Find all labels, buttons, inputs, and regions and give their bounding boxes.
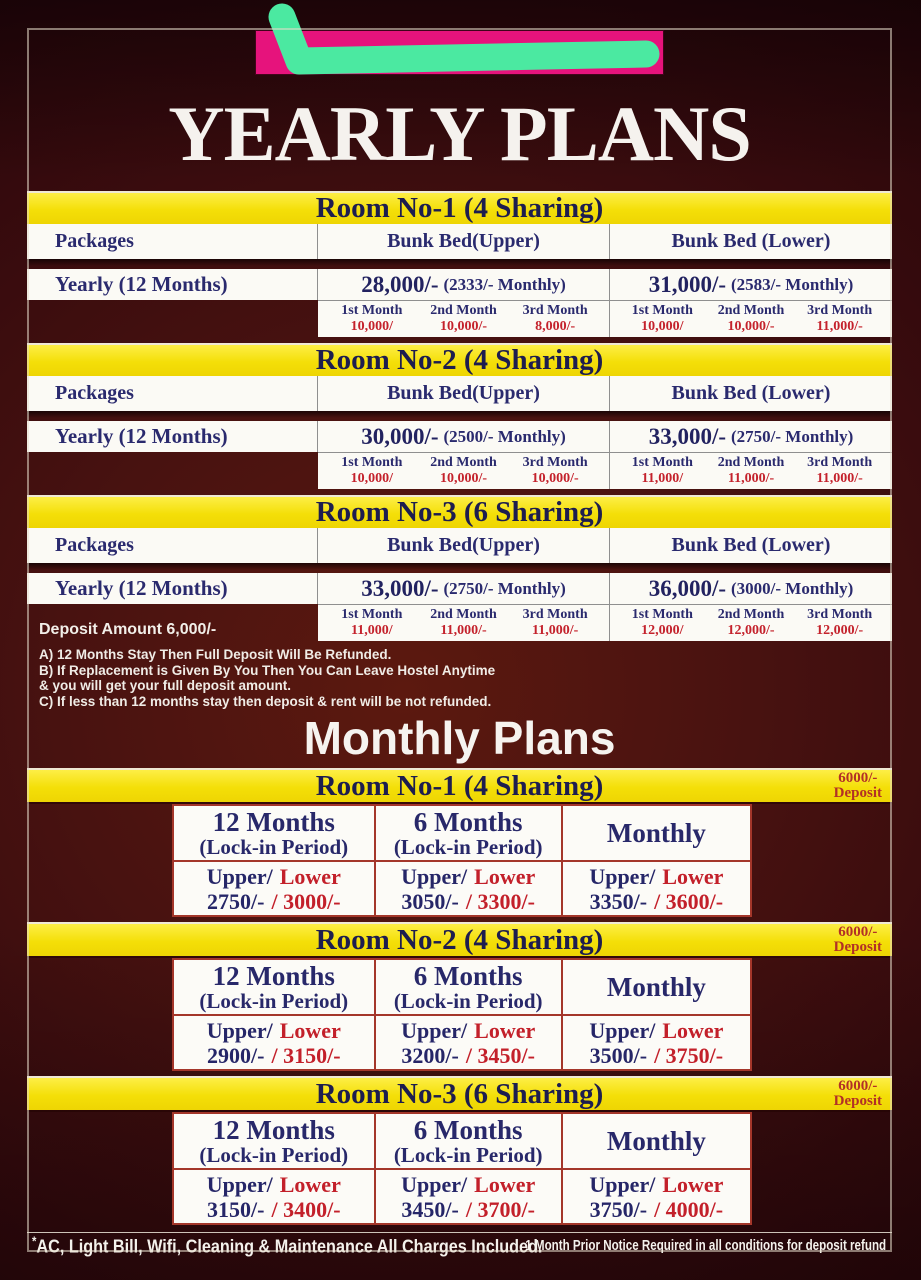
yearly-room-1-lower-price: [610, 269, 892, 300]
lower-price-amount: 36,000/-: [648, 575, 726, 601]
deposit-badge: 6000/- Deposit: [833, 1078, 882, 1109]
bunk-upper-column-header: Bunk Bed(Upper): [318, 376, 610, 411]
lockin-12-header: 12 Months (Lock-in Period): [174, 960, 376, 1014]
monthly-table-price-row: [174, 1014, 750, 1069]
installment-item: 1st Month 11,000/: [631, 455, 693, 486]
row-gap: [27, 563, 892, 573]
monthly-header: Monthly: [606, 972, 706, 1002]
yearly-room-2-column-headers: [27, 376, 892, 411]
installment-item: 1st Month 10,000/: [341, 303, 403, 334]
yearly-room-1-title: Room No-1 (4 Sharing): [315, 192, 604, 224]
row-gap: [27, 411, 892, 421]
monthly-header: Monthly: [606, 818, 706, 848]
price-cell: Upper/ Lower 3350/- / 3600/-: [589, 863, 724, 914]
bunk-upper-column-header: Bunk Bed(Upper): [318, 528, 610, 563]
monthly-room-3-table: [172, 1112, 752, 1225]
yearly-room-2-lower-price: [610, 421, 892, 452]
deposit-amount-label: Deposit Amount 6,000/-: [39, 621, 217, 638]
yearly-room-3-column-headers: [27, 528, 892, 563]
yearly-room-2-upper-price: [318, 421, 610, 452]
monthly-header: Monthly: [606, 1126, 706, 1156]
upper-installments-cell: [318, 452, 610, 489]
installment-item: 2nd Month 10,000/-: [430, 303, 497, 334]
upper-price-amount: 33,000/-: [361, 575, 439, 601]
upper-price-amount: 28,000/-: [361, 271, 439, 297]
monthly-table-header-row: [174, 806, 750, 860]
price-cell: Upper/ Lower 3050/- / 3300/-: [376, 862, 563, 915]
yearly-room-1-upper-price: [318, 269, 610, 300]
lower-price-amount: 31,000/-: [648, 271, 726, 297]
upper-price-monthly: (2750/- Monthly): [443, 578, 566, 598]
yearly-room-1-price-row: [27, 269, 892, 300]
installment-item: 3rd Month 8,000/-: [522, 303, 588, 334]
monthly-room-1-section: [27, 768, 892, 917]
footer-strip: [27, 1232, 892, 1258]
yearly-room-3-price-row: [27, 573, 892, 604]
installment-item: 2nd Month 12,000/-: [717, 607, 785, 638]
deposit-amount-area: [27, 604, 318, 641]
lower-price: / 3000/-: [271, 888, 341, 914]
monthly-room-1-title: Room No-1 (4 Sharing): [315, 769, 604, 802]
bunk-lower-column-header: Bunk Bed (Lower): [671, 534, 831, 556]
package-label: Yearly (12 Months): [27, 421, 318, 452]
lockin-6-header: 6 Months (Lock-in Period): [376, 960, 563, 1014]
installment-item: 2nd Month 11,000/-: [430, 607, 497, 638]
installment-item: 2nd Month 10,000/-: [717, 303, 785, 334]
poster-content: [27, 28, 892, 1258]
row-gap: [27, 259, 892, 269]
deposit-badge: 6000/- Deposit: [833, 770, 882, 801]
monthly-room-3-title: Room No-3 (6 Sharing): [315, 1077, 604, 1110]
installment-item: 1st Month 12,000/: [631, 607, 693, 638]
deposit-note-line: C) If less than 12 months stay then deposit & rent will be not refunded.: [39, 693, 492, 709]
deposit-note-line: B) If Replacement is Given By You Then You Can Leave Hostel Anytime: [39, 662, 496, 678]
prior-notice-note: 1 Month Prior Notice Required in all conditions for deposit refund: [525, 1237, 886, 1254]
package-label: Yearly (12 Months): [27, 573, 318, 604]
installments-left-spacer: [27, 452, 318, 489]
charges-included-note: *AC, Light Bill, Wifi, Cleaning & Maintenance All Charges Included.: [32, 1234, 543, 1256]
installment-item: 2nd Month 11,000/-: [717, 455, 785, 486]
yearly-room-2-installments-row: [27, 452, 892, 489]
price-cell: Upper/ Lower 3500/- / 3750/-: [589, 1017, 724, 1068]
upper-price-monthly: (2500/- Monthly): [443, 426, 566, 446]
monthly-room-2-header-bar: [27, 922, 892, 956]
deposit-note-line: A) 12 Months Stay Then Full Deposit Will Be Refunded.: [39, 647, 392, 662]
packages-column-header: Packages: [27, 376, 318, 411]
lockin-12-header: 12 Months (Lock-in Period): [174, 806, 376, 860]
monthly-room-2-table: [172, 958, 752, 1071]
installment-item: 3rd Month 10,000/-: [522, 455, 588, 486]
bunk-lower-column-header: Bunk Bed (Lower): [671, 382, 831, 404]
upper-installments-cell: [318, 604, 610, 641]
lower-price-monthly: (3000/- Monthly): [731, 578, 854, 598]
packages-column-header: Packages: [27, 528, 318, 563]
upper-installments-cell: [318, 300, 610, 337]
deposit-terms-notes: [39, 647, 892, 709]
lockin-6-header: 6 Months (Lock-in Period): [376, 806, 563, 860]
monthly-room-3-section: [27, 1076, 892, 1225]
lockin-6-header: 6 Months (Lock-in Period): [376, 1114, 563, 1168]
yearly-room-3-title: Room No-3 (6 Sharing): [315, 496, 604, 528]
deposit-note-line: & you will get your full deposit amount.: [39, 678, 292, 693]
redacted-hostel-name-bar: [256, 31, 663, 74]
yearly-room-3-installments-row: [27, 604, 892, 641]
packages-column-header: Packages: [27, 224, 318, 259]
yearly-room-2-title: Room No-2 (4 Sharing): [315, 344, 604, 376]
price-cell: Upper/ Lower 3750/- / 4000/-: [589, 1171, 724, 1222]
upper-price-monthly: (2333/- Monthly): [443, 274, 566, 294]
upper-price-amount: 30,000/-: [361, 423, 439, 449]
price-cell: Upper/ Lower 3450/- / 3700/-: [376, 1170, 563, 1223]
lockin-12-header: 12 Months (Lock-in Period): [174, 1114, 376, 1168]
price-cell: Upper/ Lower 2900/- / 3150/-: [174, 1016, 376, 1069]
bunk-lower-column-header: Bunk Bed (Lower): [671, 230, 831, 252]
price-cell: [174, 862, 376, 915]
bunk-upper-column-header: Bunk Bed(Upper): [318, 224, 610, 259]
installment-item: 3rd Month 11,000/-: [807, 303, 873, 334]
yearly-room-3-lower-price: [610, 573, 892, 604]
green-marker-scribble-icon: [256, 11, 663, 93]
yearly-room-1-section: [27, 191, 892, 337]
installment-item: 1st Month 10,000/: [341, 455, 403, 486]
lower-label: Lower: [279, 863, 341, 889]
installment-item: 2nd Month 10,000/-: [430, 455, 497, 486]
upper-price: 2750/-: [207, 888, 265, 914]
yearly-room-1-column-headers: [27, 224, 892, 259]
monthly-room-2-title: Room No-2 (4 Sharing): [315, 923, 604, 956]
installment-item: 1st Month 11,000/: [341, 607, 403, 638]
price-cell: Upper/ Lower 3200/- / 3450/-: [376, 1016, 563, 1069]
installment-item: 1st Month 10,000/: [631, 303, 693, 334]
lower-installments-cell: [610, 452, 892, 489]
yearly-plans-title: YEARLY PLANS: [168, 90, 751, 177]
lower-installments-cell: [610, 604, 892, 641]
monthly-table-price-row: [174, 860, 750, 915]
monthly-table-header-row: [174, 1114, 750, 1168]
monthly-room-3-header-bar: [27, 1076, 892, 1110]
lower-installments-cell: [610, 300, 892, 337]
monthly-plans-title: Monthly Plans: [303, 712, 616, 764]
monthly-room-1-table: [172, 804, 752, 917]
monthly-table-header-row: [174, 960, 750, 1014]
monthly-room-2-section: [27, 922, 892, 1071]
yearly-room-1-installments-row: [27, 300, 892, 337]
monthly-table-price-row: [174, 1168, 750, 1223]
monthly-room-1-header-bar: [27, 768, 892, 802]
package-label: Yearly (12 Months): [27, 269, 318, 300]
installment-item: 3rd Month 12,000/-: [807, 607, 873, 638]
price-cell: Upper/ Lower 3150/- / 3400/-: [174, 1170, 376, 1223]
upper-label: Upper/: [206, 863, 273, 889]
yearly-room-2-section: [27, 343, 892, 489]
yearly-room-1-header-bar: [27, 191, 892, 224]
yearly-room-3-section: [27, 495, 892, 641]
yearly-room-3-header-bar: [27, 495, 892, 528]
yearly-room-3-upper-price: [318, 573, 610, 604]
installments-left-spacer: [27, 300, 318, 337]
installment-item: 3rd Month 11,000/-: [522, 607, 588, 638]
lower-price-monthly: (2583/- Monthly): [731, 274, 854, 294]
asterisk: *: [32, 1234, 37, 1248]
lower-price-monthly: (2750/- Monthly): [731, 426, 854, 446]
installment-item: 3rd Month 11,000/-: [807, 455, 873, 486]
lower-price-amount: 33,000/-: [648, 423, 726, 449]
yearly-room-2-header-bar: [27, 343, 892, 376]
yearly-room-2-price-row: [27, 421, 892, 452]
deposit-badge: 6000/- Deposit: [833, 924, 882, 955]
